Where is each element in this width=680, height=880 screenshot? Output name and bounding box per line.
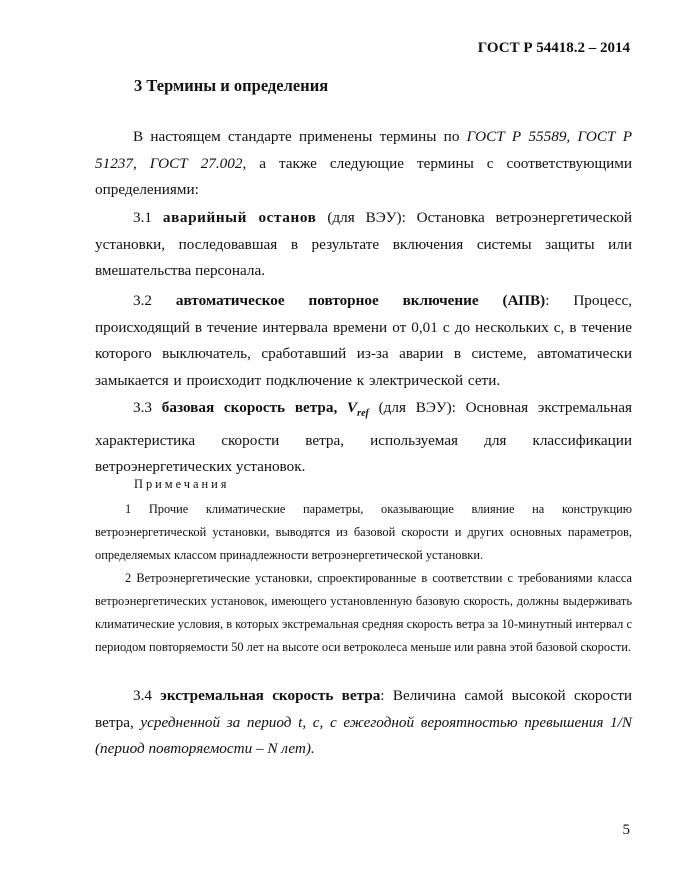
intro-paragraph xyxy=(95,124,632,204)
term-name: базовая скорость ветра, xyxy=(161,399,348,416)
page-number: 5 xyxy=(622,822,630,838)
term-3-1 xyxy=(95,205,632,285)
term-definition-italic: усредненной за период t, с, с ежегодной вероятностью превышения 1/N (период повторяемости – N лет). xyxy=(95,713,632,757)
term-number: 3.4 xyxy=(133,687,152,704)
intro-text-1: В настоящем стандарте применены термины по xyxy=(133,128,467,145)
term-symbol-sub: ref xyxy=(357,408,369,420)
intro-references: ГОСТ Р 55589, ГОСТ Р 51237, ГОСТ 27.002 xyxy=(95,128,632,172)
term-3-3 xyxy=(95,395,632,481)
intro-text-2: , а также следующие термины с соответствующими определениями: xyxy=(95,154,633,198)
term-qualifier: (для ВЭУ) xyxy=(368,399,452,416)
term-name: автоматическое повторное включение (АПВ) xyxy=(175,292,546,309)
term-number: 3.2 xyxy=(133,292,152,309)
term-number: 3.1 xyxy=(133,209,152,226)
section-title: 3 Термины и определения xyxy=(134,76,329,95)
note-1: 1 Прочие климатические параметры, оказывающие влияние на конструкцию ветроэнергетической установки, выводятся из базовой скорости и других основных параметров, определяемых классом принадлежности ветроэнергетической установки. xyxy=(95,502,632,562)
notes-heading: Примечания xyxy=(134,477,230,491)
term-3-4 xyxy=(95,683,632,763)
term-qualifier: (для ВЭУ) xyxy=(316,209,402,226)
term-symbol: V xyxy=(347,399,358,416)
term-definition: : Величина самой высокой скорости ветра, xyxy=(95,687,633,731)
term-definition: : Остановка ветроэнергетической установки, последовавшая в результате включения системы защиты или вмешательства персонала. xyxy=(95,209,632,279)
document-header: ГОСТ Р 54418.2 – 2014 xyxy=(477,40,630,56)
term-3-2 xyxy=(95,288,632,394)
term-definition: : Основная экстремальная характеристика скорости ветра, используемая для классификации ветроэнергетических установок. xyxy=(95,399,633,476)
term-name: аварийный останов xyxy=(162,209,317,226)
note-2: 2 Ветроэнергетические установки, спроектированные в соответствии с требованиями класса ветроэнергетических установок, имеющего установленную базовую скорость, должны выдерживать климатические условия, в которых экстремальная средняя скорость ветра за 10-минутный интервал с периодом повторяемости 50 лет на высоте оси ветроколеса меньше или равна этой базовой скорости. xyxy=(95,571,632,654)
term-definition: : Процесс, происходящий в течение интервала времени от 0,01 с до нескольких с, в течение которого выключатель, сработавший из-за аварии в системе, автоматически замыкается и происходит подключение к электрической сети. xyxy=(95,292,633,389)
term-number: 3.3 xyxy=(133,399,152,416)
term-name: экстремальная скорость ветра xyxy=(160,687,381,704)
